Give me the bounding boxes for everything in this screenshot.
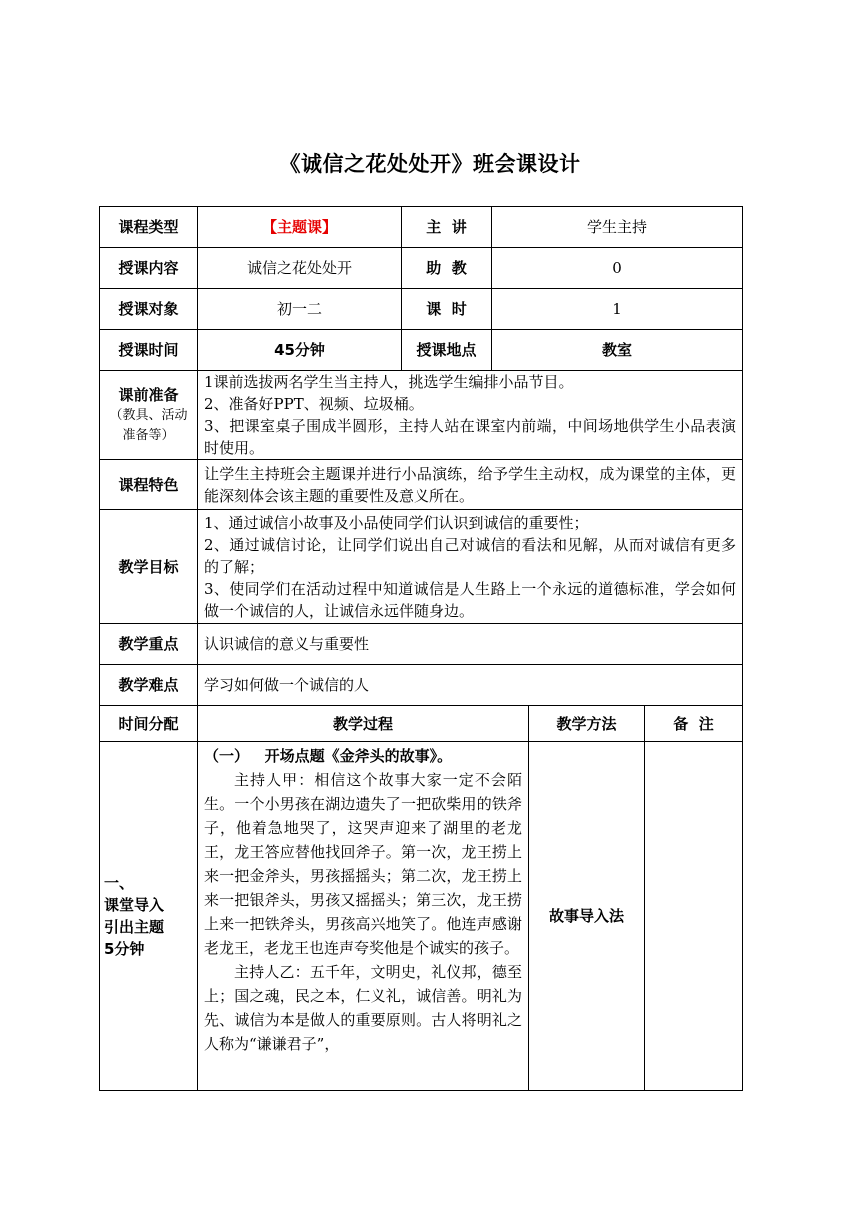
goal-line: 3、使同学们在活动过程中知道诚信是人生路上一个永远的道德标准，学会如何做一个诚信的人，让诚信永远伴随身边。 <box>204 579 737 620</box>
key-point-text: 认识诚信的意义与重要性 <box>198 624 743 665</box>
prep-line: 2、准备好PPT、视频、垃圾桶。 <box>204 395 424 413</box>
prep-label: 课前准备 <box>118 386 179 404</box>
goal-line: 2、通过诚信讨论，让同学们说出自己对诚信的看法和见解，从而对诚信有更多的了解； <box>204 535 737 576</box>
header-time: 时间分配 <box>100 706 198 742</box>
stage-1-line: 引出主题 <box>104 918 165 936</box>
hours-label: 课 时 <box>402 289 492 330</box>
header-method: 教学方法 <box>529 706 645 742</box>
course-type-label: 课程类型 <box>100 207 198 248</box>
page-title: 《诚信之花处处开》班会课设计 <box>279 152 581 176</box>
time-value: 45分钟 <box>198 330 402 371</box>
difficulty-text: 学习如何做一个诚信的人 <box>198 665 743 706</box>
prep-label-cell <box>100 371 198 460</box>
stage-1-heading: （一） 开场点题《金斧头的故事》。 <box>204 747 453 765</box>
row-difficulty <box>100 665 743 706</box>
stage-1-paragraph: 主持人甲：相信这个故事大家一定不会陌生。一个小男孩在湖边遗失了一把砍柴用的铁斧子，他着急地哭了，这哭声迎来了湖里的老龙王，龙王答应替他找回斧子。第一次，龙王捞上来一把金斧头，男孩摇摇头；第二次，龙王捞上来一把银斧头，男孩又摇摇头；第三次，龙王捞上来一把铁斧头，男孩高兴地笑了。他连声感谢老龙王，老龙王也连声夸奖他是个诚实的孩子。 <box>204 771 522 957</box>
difficulty-label: 教学难点 <box>100 665 198 706</box>
stage-1-method: 故事导入法 <box>529 742 645 1091</box>
location-label: 授课地点 <box>402 330 492 371</box>
row-feature <box>100 460 743 510</box>
assistant-value: 0 <box>492 248 743 289</box>
prep-content <box>198 371 743 460</box>
prep-sublabel: （教具、活动准备等） <box>109 408 188 443</box>
goals-content <box>198 510 743 624</box>
goal-line: 1、通过诚信小故事及小品使同学们认识到诚信的重要性； <box>204 513 589 532</box>
row-key-point <box>100 624 743 665</box>
row-prep <box>100 371 743 460</box>
stage-1-process <box>198 742 529 1091</box>
lesson-plan-table <box>99 206 743 1091</box>
header-note: 备 注 <box>645 706 743 742</box>
row-stage-1 <box>100 742 743 1091</box>
stage-1-note <box>645 742 743 1091</box>
content-label: 授课内容 <box>100 248 198 289</box>
stage-1-paragraph: 主持人乙：五千年，文明史，礼仪邦，德至上；国之魂，民之本，仁义礼，诚信善。明礼为先、诚信为本是做人的重要原则。古人将明礼之人称为“谦谦君子”， <box>204 963 522 1053</box>
location-value: 教室 <box>492 330 743 371</box>
speaker-value: 学生主持 <box>492 207 743 248</box>
stage-1-time <box>100 742 198 1091</box>
assistant-label: 助 教 <box>402 248 492 289</box>
row-course-type <box>100 207 743 248</box>
hours-value: 1 <box>492 289 743 330</box>
content-value: 诚信之花处处开 <box>198 248 402 289</box>
audience-value: 初一二 <box>198 289 402 330</box>
row-time <box>100 330 743 371</box>
course-type-value: 【主题课】 <box>198 207 402 248</box>
stage-1-line: 5分钟 <box>104 940 145 958</box>
speaker-label: 主 讲 <box>402 207 492 248</box>
header-process: 教学过程 <box>198 706 529 742</box>
stage-1-line: 一、 <box>104 874 135 892</box>
audience-label: 授课对象 <box>100 289 198 330</box>
row-content <box>100 248 743 289</box>
feature-label: 课程特色 <box>100 460 198 510</box>
prep-line: 3、把课室桌子围成半圆形，主持人站在课室内前端，中间场地供学生小品表演时使用。 <box>204 417 737 457</box>
goals-label: 教学目标 <box>100 510 198 624</box>
row-process-header <box>100 706 743 742</box>
time-label: 授课时间 <box>100 330 198 371</box>
stage-1-line: 课堂导入 <box>104 896 165 914</box>
row-goals <box>100 510 743 624</box>
key-point-label: 教学重点 <box>100 624 198 665</box>
row-audience <box>100 289 743 330</box>
prep-line: 1课前选拔两名学生当主持人，挑选学生编排小品节目。 <box>204 373 574 391</box>
feature-text: 让学生主持班会主题课并进行小品演练，给予学生主动权，成为课堂的主体，更能深刻体会该主题的重要性及意义所在。 <box>198 460 743 510</box>
